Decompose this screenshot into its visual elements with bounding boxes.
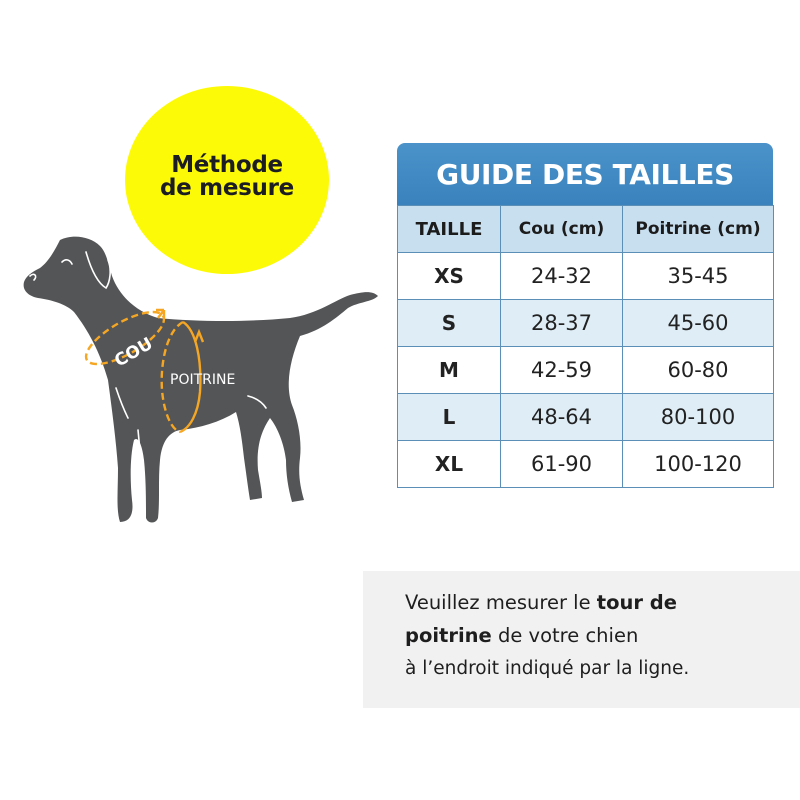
table-row [398,441,774,488]
neck-cell: 48-64 [501,394,623,441]
chest-cell: 35-45 [623,253,774,300]
table-header-row [398,206,774,253]
size-guide-title: GUIDE DES TAILLES [397,143,773,205]
neck-cell: 28-37 [501,300,623,347]
note-line-1 [405,586,800,619]
chest-cell: 100-120 [623,441,774,488]
chest-cell: 80-100 [623,394,774,441]
measurement-instructions [363,571,800,708]
table-row [398,394,774,441]
badge-line-2: de mesure [160,175,294,201]
size-cell: S [398,300,501,347]
size-cell: XS [398,253,501,300]
chest-cell: 60-80 [623,347,774,394]
chest-label: POITRINE [170,372,236,388]
table-row [398,347,774,394]
note-line-2 [405,619,800,652]
size-cell: L [398,394,501,441]
neck-cell: 24-32 [501,253,623,300]
dog-measurement-illustration [0,0,400,560]
size-guide-table [397,143,773,488]
neck-label: COU [111,333,157,372]
neck-cell: 42-59 [501,347,623,394]
size-cell: XL [398,441,501,488]
table-row [398,300,774,347]
column-header-size: TAILLE [398,206,501,253]
neck-cell: 61-90 [501,441,623,488]
column-header-neck: Cou (cm) [501,206,623,253]
badge-line-1: Méthode [171,152,283,178]
neck-arrow-icon [156,310,164,318]
chest-cell: 45-60 [623,300,774,347]
note-line-3: à l’endroit indiqué par la ligne. [405,658,690,679]
table-row [398,253,774,300]
size-cell: M [398,347,501,394]
column-header-chest: Poitrine (cm) [623,206,774,253]
note-text: de votre chien [491,624,639,647]
note-emphasis: poitrine [405,624,492,647]
note-emphasis: tour de [596,591,677,614]
note-text: Veuillez mesurer le [405,591,597,614]
